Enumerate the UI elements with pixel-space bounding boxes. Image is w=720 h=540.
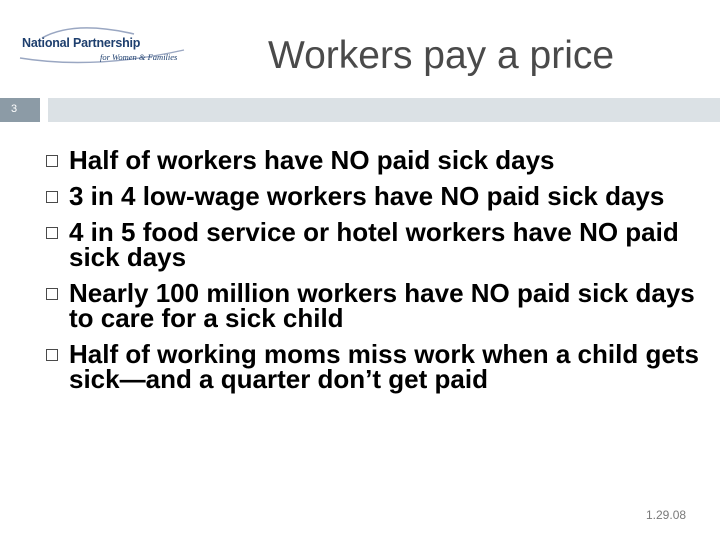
square-bullet-icon xyxy=(46,288,58,300)
slide-title: Workers pay a price xyxy=(268,34,615,77)
logo-sub-text: for Women & Families xyxy=(100,52,178,62)
bullet-text: 4 in 5 food service or hotel workers have NO paid sick days xyxy=(69,217,679,272)
slide-date: 1.29.08 xyxy=(646,508,687,522)
bullet-item xyxy=(0,181,720,211)
square-bullet-icon xyxy=(46,227,58,239)
logo-main-text: National Partnership xyxy=(22,36,141,50)
square-bullet-icon xyxy=(46,191,58,203)
bullet-item xyxy=(0,217,720,272)
bullet-text: Half of working moms miss work when a child gets sick—and a quarter don’t get paid xyxy=(69,339,699,394)
square-bullet-icon xyxy=(46,155,58,167)
bullet-text: 3 in 4 low-wage workers have NO paid sick days xyxy=(69,181,665,211)
slide-number: 3 xyxy=(11,103,18,115)
bullet-text: Nearly 100 million workers have NO paid sick days to care for a sick child xyxy=(69,278,695,333)
bullet-item xyxy=(0,339,720,394)
slide-number-badge xyxy=(0,98,40,122)
organization-logo xyxy=(14,24,189,68)
bullet-item xyxy=(0,145,720,175)
header-bar xyxy=(48,98,720,122)
bullet-item xyxy=(0,278,720,333)
bullet-list xyxy=(0,145,720,403)
bullet-text: Half of workers have NO paid sick days xyxy=(69,145,555,175)
square-bullet-icon xyxy=(46,349,58,361)
